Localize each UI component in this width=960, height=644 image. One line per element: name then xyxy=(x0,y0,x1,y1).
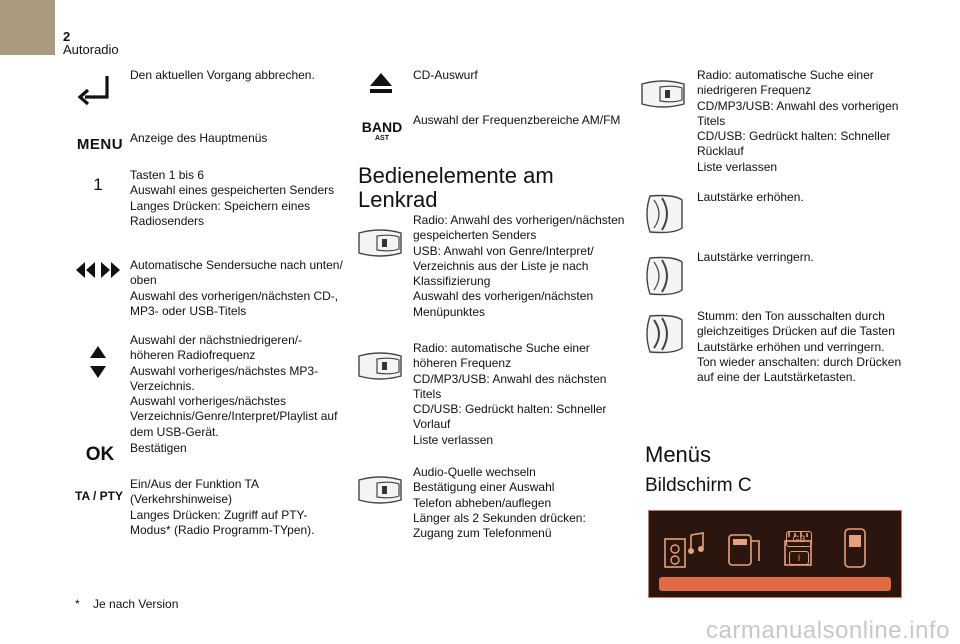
eject-description: CD-Auswurf xyxy=(413,68,478,82)
steering-control-left-icon xyxy=(355,225,405,261)
seek-description: Automatische Sendersuche nach unten/ oben Auswahl des vorherigen/nächsten CD-, MP3- oder USB-Titels xyxy=(130,258,343,318)
steering-source-description: Audio-Quelle wechseln Bestätigung einer Auswahl Telefon abheben/auflegen Länger als 2 Sekunden drücken: Zugang zum Telefonmenü xyxy=(413,465,586,541)
radio-icon xyxy=(725,525,765,573)
ok-label: OK xyxy=(85,443,115,465)
menu-button-label xyxy=(72,134,128,154)
footnote-marker: * xyxy=(75,597,80,611)
volume-up-description: Lautstärke erhöhen. xyxy=(697,190,804,204)
steering-left-description: Radio: Anwahl des vorherigen/nächsten gespeicherten Senders USB: Anwahl von Genre/Interpret/ Verzeichnis aus der Liste je nach Klassifizierung Auswahl des vorherigen/nächsten Menüpunktes xyxy=(413,213,625,319)
confirm-description: Bestätigen xyxy=(130,441,187,455)
ok-button-label xyxy=(80,442,120,466)
corner-tab xyxy=(0,0,55,55)
ta-pty-description: Ein/Aus der Funktion TA (Verkehrshinweise) Langes Drücken: Zugriff auf PTY- Modus* (Radio Programm-TYpen). xyxy=(130,477,315,537)
one-label: 1 xyxy=(93,174,103,194)
frequency-description: Auswahl der nächstniedrigeren/- höheren Radiofrequenz Auswahl vorheriges/nächstes MP3- Verzeichnis. Auswahl vorheriges/nächstes Verzeichnis/Genre/Interpret/Playlist auf dem USB-Gerät. xyxy=(130,333,338,439)
volume-down-control-icon xyxy=(640,254,686,298)
menu-description: Anzeige des Hauptmenüs xyxy=(130,131,268,145)
eject-icon xyxy=(368,71,394,95)
mute-control-icon xyxy=(640,312,686,356)
seek-arrows-icon xyxy=(74,260,122,280)
band-label: BAND xyxy=(361,118,403,135)
gb-badge: GB xyxy=(786,531,812,547)
media-music-icon xyxy=(661,525,709,573)
menus-heading: Menüs xyxy=(645,442,712,467)
ta-pty-button-label xyxy=(72,487,126,505)
preset-one-label xyxy=(88,172,108,196)
cancel-description: Den aktuellen Vorgang abbrechen. xyxy=(130,68,315,82)
volume-up-control-icon xyxy=(640,192,686,236)
chapter-title: Autoradio xyxy=(63,42,119,57)
band-description: Auswahl der Frequenzbereiche AM/FM xyxy=(413,113,621,127)
screen-bottom-bar xyxy=(659,577,891,591)
steering-down-description: Radio: automatische Suche einer niedrigeren Frequenz CD/MP3/USB: Anwahl des vorherigen Titels CD/USB: Gedrückt halten: Schneller Rücklauf Liste verlassen xyxy=(697,68,899,174)
steering-control-source-icon xyxy=(355,472,405,508)
ast-label: AST xyxy=(375,134,389,142)
ta-pty-label: TA / PTY xyxy=(75,488,123,503)
volume-down-description: Lautstärke verringern. xyxy=(697,250,814,264)
presets-description: Tasten 1 bis 6 Auswahl eines gespeicherten Senders Langes Drücken: Speichern eines Radiosenders xyxy=(130,168,335,228)
steering-control-down-icon xyxy=(638,76,688,112)
phone-icon xyxy=(839,523,873,573)
steering-controls-heading: Bedienelemente am Lenkrad xyxy=(358,163,554,212)
screen-c-heading: Bildschirm C xyxy=(645,475,752,496)
band-ast-icon xyxy=(358,118,406,144)
steering-control-up-icon xyxy=(355,348,405,384)
back-arrow-icon xyxy=(75,72,119,106)
watermark: carmanualsonline.info xyxy=(706,617,950,644)
menu-label: MENU xyxy=(76,135,124,153)
steering-up-description: Radio: automatische Suche einer höheren Frequenz CD/MP3/USB: Anwahl des nächsten Titels CD/USB: Gedrückt halten: Schneller Vorlauf Liste verlassen xyxy=(413,341,607,447)
mute-description: Stumm: den Ton ausschalten durch gleichzeitiges Drücken auf die Tasten Lautstärke erhöhen und verringern. Ton wieder anschalten: durch Drücken auf eine der Lautstärketasten. xyxy=(697,309,902,385)
page-number: 2 xyxy=(63,29,71,44)
i-badge: I xyxy=(789,551,809,565)
up-down-triangles-icon xyxy=(88,344,108,380)
display-screen-c xyxy=(648,510,902,598)
footnote xyxy=(75,597,178,612)
footnote-text: Je nach Version xyxy=(93,597,179,611)
